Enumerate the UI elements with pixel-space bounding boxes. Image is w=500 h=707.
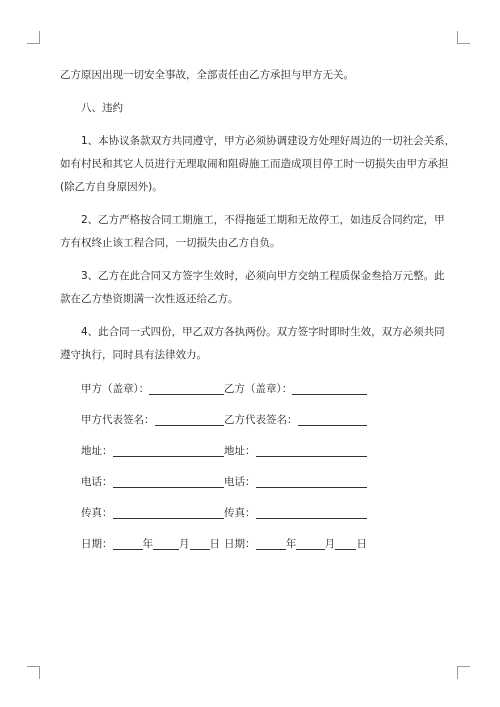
- day-label: 日: [209, 538, 220, 550]
- signature-row-rep: [60, 408, 446, 431]
- party-a-fax-label: 传真：: [81, 507, 113, 519]
- day-label: 日: [356, 538, 367, 550]
- party-b-date: [224, 536, 367, 551]
- text-line: 1、本协议条款双方共同遵守，甲方必须协调建设方处理好周边的一切社会关系，: [81, 135, 456, 147]
- signature-row-date: [60, 532, 446, 555]
- party-a-phone-label: 电话：: [81, 476, 113, 488]
- clause-3: [60, 265, 446, 311]
- corner-mark-bottom-right: [457, 666, 470, 679]
- party-a-rep-line[interactable]: [155, 414, 225, 426]
- party-a-address: [81, 443, 224, 458]
- party-b-rep: [224, 412, 367, 427]
- party-a-phone-line[interactable]: [113, 476, 225, 488]
- party-b-seal-line[interactable]: [292, 383, 367, 395]
- signature-row-seal: [60, 377, 446, 400]
- party-b-phone-line[interactable]: [256, 476, 368, 488]
- text-line: 遵守执行，同时具有法律效力。: [60, 349, 207, 361]
- month-label: 月: [324, 538, 336, 550]
- month-label: 月: [179, 538, 190, 550]
- paragraph-safety: [60, 64, 446, 87]
- signature-row-phone: [60, 470, 446, 493]
- party-b-fax-line[interactable]: [256, 507, 368, 519]
- section-heading-breach: [60, 97, 446, 120]
- party-a-fax: [81, 505, 224, 520]
- text-line: 2、乙方严格按合同工期施工，不得拖延工期和无故停工，如违反合同约定，甲: [81, 214, 445, 226]
- text-line: 4、此合同一式四份，甲乙双方各执两份。双方签字时即时生效，双方必须共同: [81, 326, 445, 338]
- signature-row-fax: [60, 501, 446, 524]
- clause-2: [60, 209, 446, 255]
- text-line: 方有权终止该工程合同，一切损失由乙方自负。: [60, 237, 281, 249]
- corner-mark-top-right: [457, 31, 470, 44]
- party-a-address-label: 地址：: [81, 445, 113, 457]
- text-line: (除乙方自身原因外)。: [60, 181, 163, 193]
- party-b-seal-label: 乙方（盖章）：: [224, 383, 293, 395]
- party-a-phone: [81, 474, 224, 489]
- section-heading: 八、违约: [81, 102, 123, 114]
- party-b-phone-label: 电话：: [224, 476, 256, 488]
- party-b-address-line[interactable]: [256, 445, 368, 457]
- party-a-date: [81, 536, 224, 551]
- party-a-fax-line[interactable]: [113, 507, 225, 519]
- party-a-seal-label: 甲方（盖章）：: [81, 383, 150, 395]
- party-b-phone: [224, 474, 367, 489]
- party-b-rep-line[interactable]: [298, 414, 368, 426]
- clause-1: [60, 130, 456, 199]
- party-a-address-line[interactable]: [113, 445, 225, 457]
- party-a-rep-label: 甲方代表签名：: [81, 414, 155, 426]
- clause-4: [60, 321, 446, 367]
- party-a-day-line[interactable]: [190, 538, 210, 550]
- party-a-seal-line[interactable]: [149, 383, 224, 395]
- party-b-address-label: 地址：: [224, 445, 256, 457]
- party-a-seal: [81, 381, 224, 396]
- party-b-fax: [224, 505, 367, 520]
- party-b-year-line[interactable]: [256, 538, 286, 550]
- corner-mark-top-left: [27, 31, 40, 44]
- party-b-date-label: 日期：: [224, 538, 256, 550]
- text-line: 款在乙方垫资期满一次性返还给乙方。: [60, 293, 239, 305]
- document-page: [60, 64, 456, 563]
- signature-row-address: [60, 439, 446, 462]
- party-a-year-line[interactable]: [113, 538, 143, 550]
- party-b-rep-label: 乙方代表签名：: [224, 414, 298, 426]
- party-b-address: [224, 443, 367, 458]
- party-b-day-line[interactable]: [335, 538, 356, 550]
- party-b-month-line[interactable]: [296, 538, 324, 550]
- text-line: 3、乙方在此合同又方签字生效时，必须向甲方交纳工程质保金叁拾万元整。此: [81, 270, 445, 282]
- signature-block: [60, 377, 446, 555]
- party-a-date-label: 日期：: [81, 538, 113, 550]
- party-b-fax-label: 传真：: [224, 507, 256, 519]
- party-a-rep: [81, 412, 224, 427]
- text-line: 乙方原因出现一切安全事故，全部责任由乙方承担与甲方无关。: [60, 69, 354, 81]
- corner-mark-bottom-left: [27, 666, 40, 679]
- year-label: 年: [285, 538, 297, 550]
- text-line: 如有村民和其它人员进行无理取闹和阻碍施工而造成项目停工时一切损失由甲方承担: [60, 158, 449, 170]
- year-label: 年: [142, 538, 153, 550]
- party-b-seal: [224, 381, 367, 396]
- party-a-month-line[interactable]: [153, 538, 179, 550]
